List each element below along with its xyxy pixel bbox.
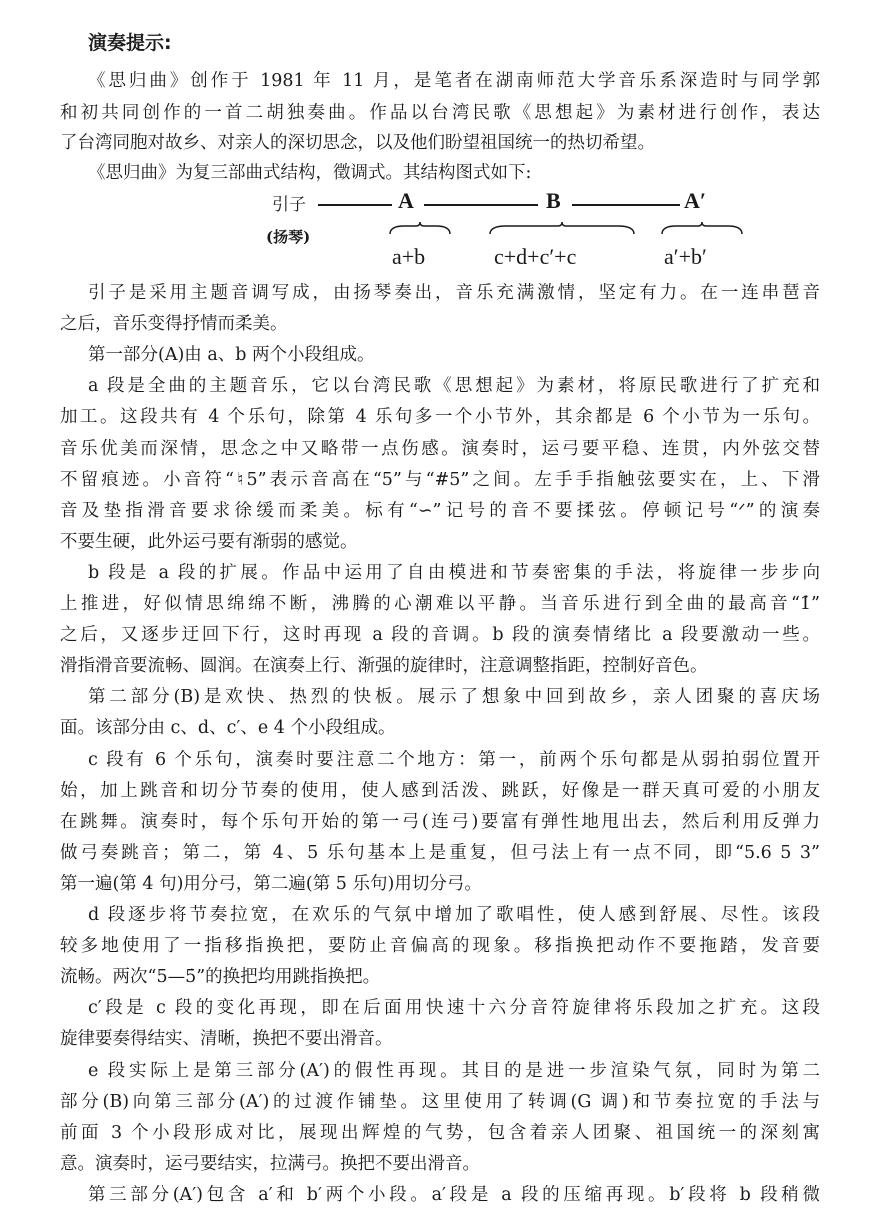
text-line: 不要生硬，此外运弓要有渐弱的感觉。 <box>60 532 358 552</box>
text-line: 不留痕迹。小音符“♮5”表示音高在“5”与“#5”之间。左手手指触弦要实在，上、下滑 <box>60 470 820 490</box>
section-heading: 演奏提示: <box>88 32 172 54</box>
intro-label: 引子 <box>272 195 306 215</box>
text-line: 了台湾同胞对故乡、对亲人的深切思念，以及他们盼望祖国统一的热切希望。 <box>60 133 655 153</box>
text-line: c′段是 c 段的变化再现，即在后面用快速十六分音符旋律将乐段加之扩充。这段 <box>88 998 820 1018</box>
text-line: 旋律要奏得结实、清晰，换把不要出滑音。 <box>60 1029 393 1049</box>
section-a-label: A <box>398 188 414 213</box>
text-line: b 段是 a 段的扩展。作品中运用了自由模进和节奏密集的手法，将旋律一步步向 <box>88 563 820 583</box>
intro-instrument-label: (扬琴) <box>266 228 311 246</box>
text-line: 加工。这段共有 4 个乐句，除第 4 乐句多一个小节外，其余都是 6 个小节为一乐句。 <box>60 407 820 427</box>
text-line: 音乐优美而深情，思念之中又略带一点伤感。演奏时，运弓要平稳、连贯，内外弦交替 <box>60 439 820 459</box>
brace-b <box>488 222 636 236</box>
subsection-a-prime-label: a′+b′ <box>664 244 707 269</box>
structure-dash <box>572 204 680 206</box>
text-line: e 段实际上是第三部分(A′)的假性再现。其目的是进一步渲染气氛，同时为第二 <box>88 1061 820 1081</box>
text-line: 《思归曲》为复三部曲式结构，徵调式。其结构图式如下: <box>88 163 532 183</box>
structure-diagram <box>0 0 872 290</box>
section-a-prime-label: A′ <box>684 188 707 213</box>
text-line: 意。演奏时，运弓要结实，拉满弓。换把不要出滑音。 <box>60 1154 480 1174</box>
section-b-label: B <box>546 188 561 213</box>
text-line: 始，加上跳音和切分节奏的使用，使人感到活泼、跳跃，好像是一群天真可爱的小朋友 <box>60 781 820 801</box>
text-line: 引子是采用主题音调写成，由扬琴奏出，音乐充满激情，坚定有力。在一连串琶音 <box>88 283 820 303</box>
structure-dash <box>424 204 538 206</box>
text-line: 之后，又逐步迂回下行，这时再现 a 段的音调。b 段的演奏情绪比 a 段要激动一些。 <box>60 625 820 645</box>
text-line: 上推进，好似情思绵绵不断，沸腾的心潮难以平静。当音乐进行到全曲的最高音“1̇” <box>60 594 820 614</box>
text-line: 第一部分(A)由 a、b 两个小段组成。 <box>88 345 375 365</box>
text-line: 流畅。两次“5—5̇”的换把均用跳指换把。 <box>60 967 381 987</box>
text-line: 在跳舞。演奏时，每个乐句开始的第一弓(连弓)要富有弹性地甩出去，然后利用反弹力 <box>60 812 820 832</box>
text-line: 面。该部分由 c、d、c′、e 4 个小段组成。 <box>60 718 396 738</box>
subsection-b-label: c+d+c′+c <box>494 244 577 269</box>
brace-a-prime <box>660 222 744 236</box>
subsection-a-label: a+b <box>392 244 426 269</box>
text-line: c 段有 6 个乐句，演奏时要注意二个地方：第一，前两个乐句都是从弱拍弱位置开 <box>88 750 820 770</box>
text-line: 第二部分(B)是欢快、热烈的快板。展示了想象中回到故乡，亲人团聚的喜庆场 <box>88 687 820 707</box>
text-line: 前面 3 个小段形成对比，展现出辉煌的气势，包含着亲人团聚、祖国统一的深刻寓 <box>60 1123 820 1143</box>
text-line: 和初共同创作的一首二胡独奏曲。作品以台湾民歌《思想起》为素材进行创作，表达 <box>60 103 820 123</box>
brace-a <box>388 222 452 236</box>
text-line: 做弓奏跳音；第二，第 4、5 乐句基本上是重复，但弓法上有一点不同，即“5.6 5 3” <box>60 843 820 863</box>
text-line: d 段逐步将节奏拉宽，在欢乐的气氛中增加了歌唱性，使人感到舒展、尽性。该段 <box>88 905 820 925</box>
text-line: 第三部分(A′)包含 a′和 b′两个小段。a′段是 a 段的压缩再现。b′段将 b 段稍微 <box>88 1185 820 1205</box>
text-line: 较多地使用了一指移指换把，要防止音偏高的现象。移指换把动作不要拖踏，发音要 <box>60 936 820 956</box>
text-line: 部分(B)向第三部分(A′)的过渡作铺垫。这里使用了转调(G 调)和节奏拉宽的手法与 <box>60 1092 820 1112</box>
text-line: 音及垫指滑音要求徐缓而柔美。标有“∽”记号的音不要揉弦。停顿记号“ᐟ”的演奏 <box>60 501 820 521</box>
text-line: 第一遍(第 4 句)用分弓，第二遍(第 5 乐句)用切分弓。 <box>60 874 482 894</box>
text-line: a 段是全曲的主题音乐，它以台湾民歌《思想起》为素材，将原民歌进行了扩充和 <box>88 376 820 396</box>
text-line: 滑指滑音要流畅、圆润。在演奏上行、渐强的旋律时，注意调整指距，控制好音色。 <box>60 656 708 676</box>
text-line: 之后，音乐变得抒情而柔美。 <box>60 314 288 334</box>
text-line: 《思归曲》创作于 1981 年 11 月，是笔者在湖南师范大学音乐系深造时与同学郭 <box>88 71 820 91</box>
structure-dash <box>318 204 392 206</box>
